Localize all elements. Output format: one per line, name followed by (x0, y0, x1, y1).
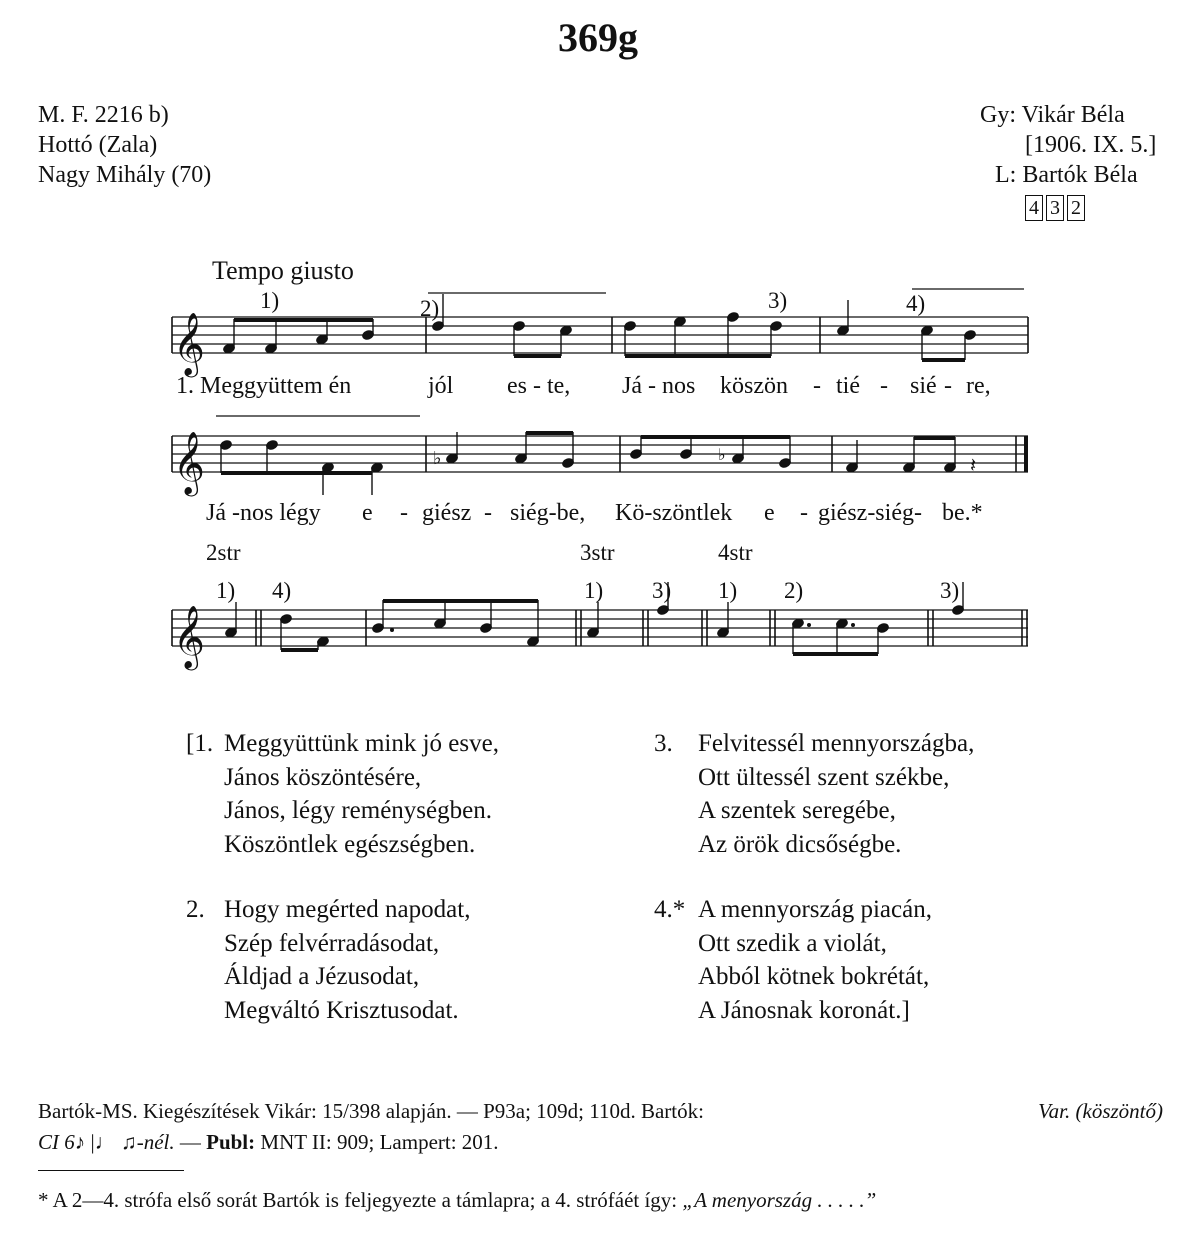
variant-mark: 1) (216, 578, 236, 603)
treble-clef-icon: 𝄞 (173, 605, 205, 668)
stanza-2 (186, 893, 616, 1033)
rest-icon: 𝄽 (970, 453, 977, 477)
stanza-line: Ott ültessél szent székbe, (698, 763, 950, 791)
note-symbol-icon: ♪ |♩ ♫ (74, 1130, 137, 1154)
strophe-label: 4str (718, 540, 753, 565)
stanza-4 (654, 893, 1074, 1033)
stanza-line: A mennyország piacán, (698, 896, 932, 923)
stanza-line: A Jánosnak koronát.] (698, 996, 910, 1024)
star-footnote (38, 1188, 876, 1213)
stanza-line: Áldjad a Jézusodat, (224, 963, 420, 990)
lyric-syllable: köszön (720, 373, 788, 399)
stanza-line: Meggyüttünk mink jó esve, (224, 730, 499, 757)
lyric-syllable: - (400, 500, 408, 526)
stanza-line: Megváltó Krisztusodat. (224, 996, 459, 1024)
singer: Nagy Mihály (70) (38, 162, 212, 188)
treble-clef-icon: 𝄞 (173, 312, 205, 375)
variant-mark: 4) (272, 578, 292, 603)
collection-id: M. F. 2216 b) (38, 102, 169, 128)
variant-mark: 3) (940, 578, 960, 603)
lyric-syllable: e (362, 500, 373, 526)
flat-icon: ♭ (433, 448, 442, 469)
variant-mark: 2) (784, 578, 804, 603)
stanza-line: Hogy megérted napodat, (224, 896, 471, 923)
lyric-syllable: jól (428, 373, 454, 399)
footnote-divider (38, 1170, 184, 1171)
lyric-syllable: - (813, 373, 821, 399)
rhythm-suffix: -nél. (136, 1130, 175, 1154)
stanza-line: János köszöntésére, (224, 763, 422, 791)
class-box: 3 (1046, 195, 1064, 221)
dash: — (179, 1130, 207, 1154)
stanza-line: Ott szedik a violát, (698, 929, 887, 957)
stanza-number: [1. (186, 730, 214, 757)
place: Hottó (Zala) (38, 132, 158, 158)
variant-mark: 3) (768, 288, 788, 313)
variant-mark: 4) (906, 291, 926, 316)
class-box: 2 (1067, 195, 1085, 221)
variant-mark: 1) (584, 578, 604, 603)
stanza-line: Köszöntlek egészségben. (224, 830, 476, 858)
lyric-syllable: Já - nos (622, 373, 696, 399)
lyric-syllable: siég-be, (510, 500, 586, 526)
lyric-syllable: es - te, (507, 373, 571, 399)
variant-mark: 1) (718, 578, 738, 603)
lyric-syllable: Kö-szöntlek (615, 500, 733, 526)
class-box: 4 (1025, 195, 1043, 221)
lyric-syllable: - (484, 500, 492, 526)
variant-mark: 3) (652, 578, 672, 603)
publ-refs: MNT II: 909; Lampert: 201. (255, 1130, 499, 1154)
variant-mark: 1) (260, 288, 280, 313)
source-note (38, 1099, 1163, 1124)
stanza-line: Abból kötnek bokrétát, (698, 963, 930, 990)
stanza-line: Az örök dicsőségbe. (698, 830, 902, 858)
lyric-syllable: giész (422, 500, 472, 526)
lyric-syllable: - (800, 500, 808, 526)
song-number: 369g (558, 15, 638, 60)
lyric-syllable: e (764, 500, 775, 526)
lyric-syllable: be.* (942, 500, 983, 526)
publication-note (38, 1130, 499, 1155)
stanza-3 (654, 727, 1074, 867)
star-footnote-text: * A 2—4. strófa első sorát Bartók is feljegyezte a támlapra; a 4. strófáét így: (38, 1188, 683, 1212)
stanza-number: 4.* (654, 896, 686, 923)
collector: Gy: Vikár Béla (980, 102, 1125, 128)
stanza-line: János, légy reménységben. (224, 797, 492, 824)
stanza-line: Felvitessél mennyországba, (698, 730, 975, 757)
stanza-number: 2. (186, 896, 205, 923)
lyric-syllable: giész-siég- (818, 500, 922, 526)
star-footnote-quote: „A menyország . . . . .” (682, 1188, 877, 1212)
lyric-syllable: re, (966, 373, 991, 399)
lyric-syllable: sié (910, 373, 937, 399)
lyric-syllable: tié (836, 373, 860, 399)
transcriber: L: Bartók Béla (995, 162, 1138, 188)
strophe-label: 3str (580, 540, 615, 565)
lyric-syllable: Já -nos légy (206, 500, 321, 526)
lyric-syllable: - (944, 373, 952, 399)
source-note-italic: Var. (köszöntő) (1038, 1099, 1163, 1123)
rhythm-code: CI 6 (38, 1130, 75, 1154)
lyric-syllable: 1. Meggyüttem én (176, 373, 352, 399)
flat-icon: ♭ (718, 445, 726, 464)
treble-clef-icon: 𝄞 (173, 431, 205, 494)
stanza-number: 3. (654, 730, 673, 757)
publ-label: Publ: (206, 1130, 256, 1154)
collection-date: [1906. IX. 5.] (1025, 132, 1157, 158)
source-note-text: Bartók-MS. Kiegészítések Vikár: 15/398 alapján. — P93a; 109d; 110d. Bartók: (38, 1099, 704, 1123)
stanza-1 (186, 727, 616, 867)
strophe-label: 2str (206, 540, 241, 565)
stanza-line: A szentek seregébe, (698, 797, 896, 824)
stanza-line: Szép felvérradásodat, (224, 929, 440, 957)
tempo-marking: Tempo giusto (212, 256, 354, 285)
lyric-syllable: - (880, 373, 888, 399)
variant-mark: 2) (420, 296, 440, 321)
